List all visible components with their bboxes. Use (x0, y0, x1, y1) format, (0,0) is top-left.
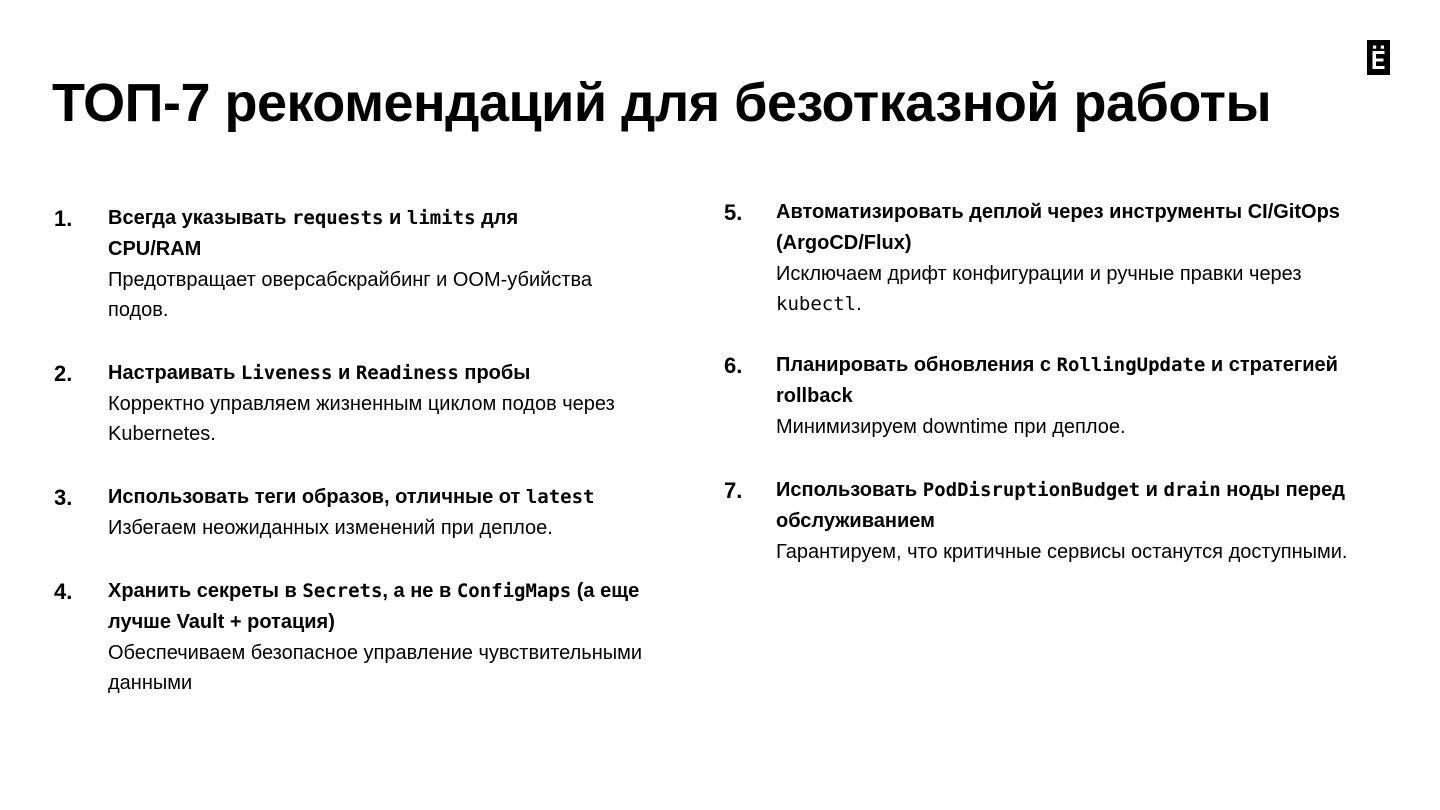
item-description (776, 412, 1376, 442)
text-span: Использовать (776, 479, 923, 501)
text-span: Настраивать (108, 362, 241, 384)
text-span: пробы (458, 362, 531, 384)
text-span: . (856, 293, 862, 315)
text-span: Корректно управляем жизненным циклом подов через Kubernetes. (108, 393, 615, 445)
item-body (108, 358, 678, 449)
item-description (108, 513, 678, 543)
item-body (108, 203, 608, 325)
code-span: Liveness (240, 362, 333, 384)
item-description (108, 389, 678, 449)
text-span: для CPU/RAM (108, 207, 519, 260)
brand-logo (1367, 40, 1390, 75)
code-span: drain (1163, 479, 1221, 501)
text-span: Хранить секреты в (108, 580, 303, 602)
item-heading (108, 203, 608, 265)
item-heading (776, 475, 1376, 537)
text-span: и стратегией rollback (776, 354, 1338, 407)
text-span: Гарантируем, что критичные сервисы останутся доступными. (776, 541, 1348, 563)
text-span: (а еще лучше Vault + ротация) (108, 580, 640, 633)
slide-title: ТОП-7 рекомендаций для безотказной работы (52, 73, 1272, 133)
code-span: RollingUpdate (1056, 354, 1206, 376)
item-body (776, 350, 1376, 442)
item-description (776, 537, 1376, 567)
code-span: Readiness (355, 362, 459, 384)
code-span: Secrets (302, 580, 383, 602)
item-number: 4. (54, 579, 73, 604)
item-body (776, 475, 1376, 567)
item-description (776, 259, 1376, 319)
code-span: ConfigMaps (456, 580, 572, 602)
item-heading (108, 482, 678, 513)
item-number: 7. (724, 478, 743, 503)
logo-glyph-icon (1371, 45, 1386, 70)
text-span: Предотвращает оверсабскрайбинг и OOM-убийства подов. (108, 269, 593, 321)
text-span: , а не в (382, 580, 457, 602)
text-span: Использовать теги образов, отличные от (108, 486, 526, 508)
item-number: 1. (54, 206, 73, 231)
item-heading (108, 358, 678, 389)
item-number: 2. (54, 361, 73, 386)
text-span: Минимизируем downtime при деплое. (776, 416, 1126, 438)
text-span: ноды перед обслуживанием (776, 479, 1345, 532)
text-span: Планировать обновления с (776, 354, 1057, 376)
code-span: kubectl (776, 293, 857, 315)
item-description (108, 638, 678, 698)
item-number: 6. (724, 353, 743, 378)
item-description (108, 265, 608, 325)
item-body (108, 482, 678, 543)
text-span: и (332, 362, 356, 384)
item-body (776, 197, 1376, 319)
item-number: 5. (724, 200, 743, 225)
code-span: limits (406, 207, 476, 229)
code-span: requests (291, 207, 384, 229)
text-span: Всегда указывать (108, 207, 292, 229)
text-span: и (383, 207, 407, 229)
text-span: Избегаем неожиданных изменений при деплое. (108, 517, 553, 539)
text-span: Автоматизировать деплой через инструменты CI/GitOps (ArgoCD/Flux) (776, 201, 1340, 254)
item-heading (776, 350, 1376, 412)
text-span: и (1140, 479, 1164, 501)
text-span: Исключаем дрифт конфигурации и ручные правки через (776, 263, 1302, 285)
text-span: Обеспечиваем безопасное управление чувствительными данными (108, 642, 643, 694)
code-span: PodDisruptionBudget (922, 479, 1141, 501)
item-number: 3. (54, 485, 73, 510)
code-span: latest (525, 486, 595, 508)
item-heading (108, 576, 678, 638)
item-heading (776, 197, 1376, 259)
item-body (108, 576, 678, 698)
